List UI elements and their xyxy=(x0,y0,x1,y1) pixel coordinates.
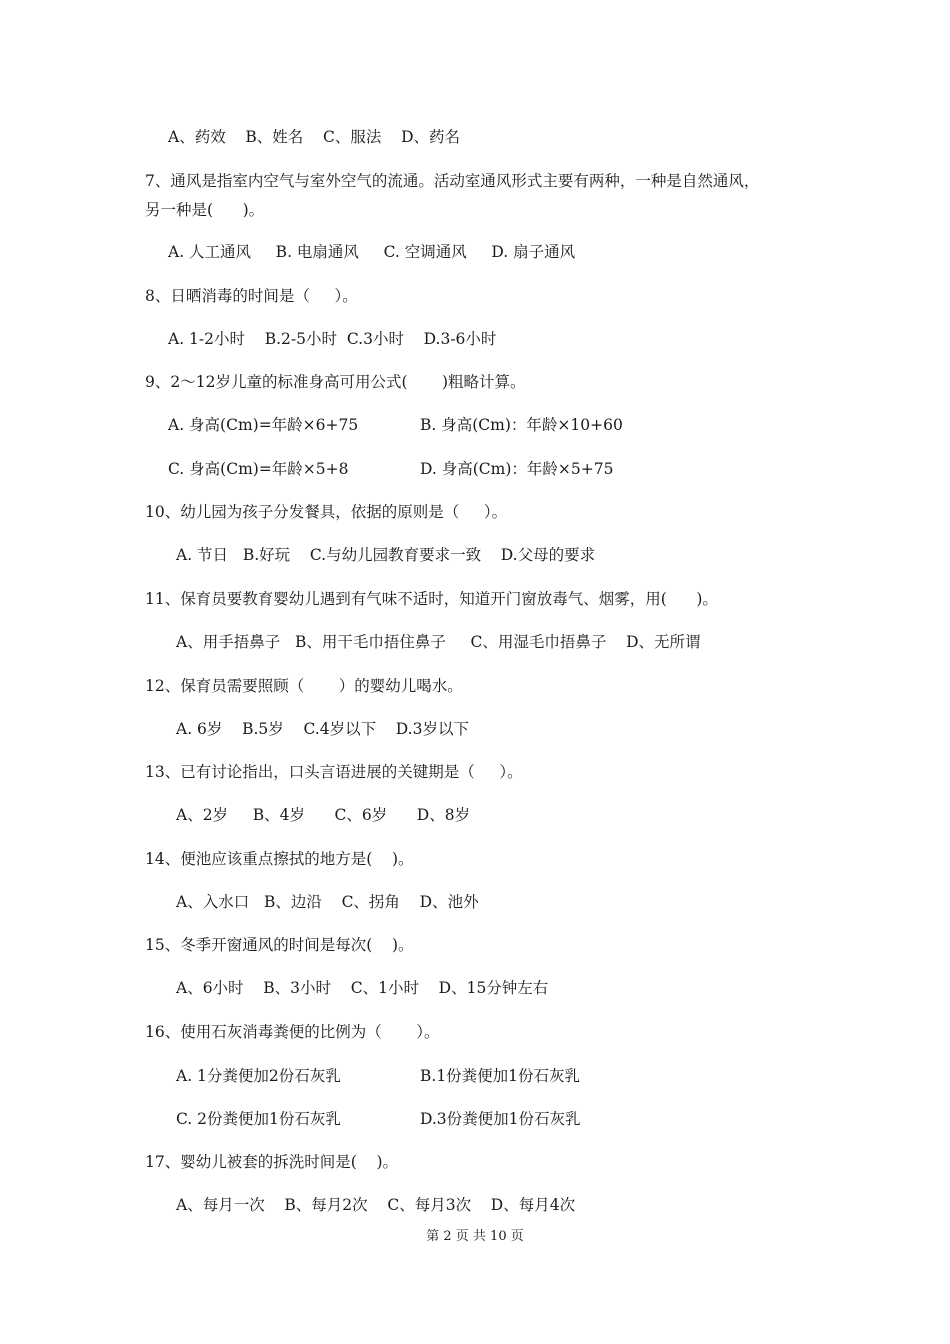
q14-text: 14、便池应该重点擦拭的地方是( )。 xyxy=(145,850,414,868)
q8-options: A. 1-2小时 B.2-5小时 C.3小时 D.3-6小时 xyxy=(168,330,497,348)
q9-option-a: A. 身高(Cm)=年龄×6+75 xyxy=(168,416,359,434)
q9-text: 9、2～12岁儿童的标准身高可用公式( )粗略计算。 xyxy=(145,373,526,391)
q9-option-d: D. 身高(Cm)：年龄×5+75 xyxy=(420,460,614,478)
q7-text-line2: 另一种是( )。 xyxy=(145,201,265,219)
q15-text: 15、冬季开窗通风的时间是每次( )。 xyxy=(145,936,414,954)
q13-text: 13、已有讨论指出，口头言语进展的关键期是（ ）。 xyxy=(145,763,523,781)
q7-text-line1: 7、通风是指室内空气与室外空气的流通。活动室通风形式主要有两种，一种是自然通风， xyxy=(145,172,760,190)
q9-option-b: B. 身高(Cm)：年龄×10+60 xyxy=(420,416,623,434)
q12-text: 12、保育员需要照顾（ ）的婴幼儿喝水。 xyxy=(145,677,463,695)
q6-options: A、药效 B、姓名 C、服法 D、药名 xyxy=(168,128,460,146)
q13-options: A、2岁 B、4岁 C、6岁 D、8岁 xyxy=(176,806,471,824)
q17-options: A、每月一次 B、每月2次 C、每月3次 D、每月4次 xyxy=(176,1196,576,1214)
q14-options: A、入水口 B、边沿 C、拐角 D、池外 xyxy=(176,893,479,911)
q16-option-b: B.1份粪便加1份石灰乳 xyxy=(420,1067,581,1085)
q9-option-c: C. 身高(Cm)=年龄×5+8 xyxy=(168,460,349,478)
q11-options: A、用手捂鼻子 B、用干毛巾捂住鼻子 C、用湿毛巾捂鼻子 D、无所谓 xyxy=(176,633,701,651)
q15-options: A、6小时 B、3小时 C、1小时 D、15分钟左右 xyxy=(176,979,549,997)
q12-options: A. 6岁 B.5岁 C.4岁以下 D.3岁以下 xyxy=(176,720,469,738)
q17-text: 17、婴幼儿被套的拆洗时间是( )。 xyxy=(145,1153,399,1171)
page-footer: 第 2 页 共 10 页 xyxy=(426,1229,524,1244)
q7-options: A. 人工通风 B. 电扇通风 C. 空调通风 D. 扇子通风 xyxy=(168,243,576,261)
q16-text: 16、使用石灰消毒粪便的比例为（ ）。 xyxy=(145,1023,440,1041)
q10-options: A. 节日 B.好玩 C.与幼儿园教育要求一致 D.父母的要求 xyxy=(176,546,596,564)
q10-text: 10、幼儿园为孩子分发餐具，依据的原则是（ ）。 xyxy=(145,503,508,521)
q16-option-a: A. 1分粪便加2份石灰乳 xyxy=(176,1067,341,1085)
q16-option-c: C. 2份粪便加1份石灰乳 xyxy=(176,1110,341,1128)
q8-text: 8、日晒消毒的时间是（ ）。 xyxy=(145,287,358,305)
q11-text: 11、保育员要教育婴幼儿遇到有气味不适时，知道开门窗放毒气、烟雾，用( )。 xyxy=(145,590,718,608)
q16-option-d: D.3份粪便加1份石灰乳 xyxy=(420,1110,581,1128)
